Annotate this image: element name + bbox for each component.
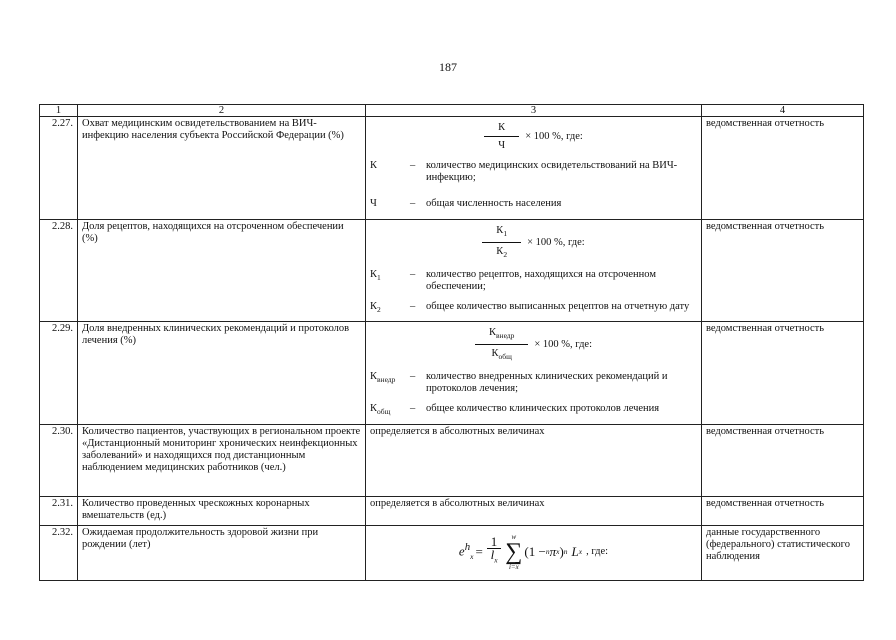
row-number: 2.29.: [40, 322, 78, 424]
indicator-name: Ожидаемая продолжительность здоровой жизни при рождении (лет): [78, 525, 366, 580]
definition: Ч – общая численность населения: [370, 198, 697, 210]
definition: $К_{общ}$ – общее количество клинических протоколов лечения: [370, 403, 697, 418]
calculation-method: определяется в абсолютных величинах: [366, 424, 702, 496]
definitions: [370, 371, 697, 418]
data-source: ведомственная отчетность: [702, 117, 864, 220]
formula: [370, 225, 697, 261]
data-source: данные государственного (федерального) статистического наблюдения: [702, 525, 864, 580]
definition-text: общее количество выписанных рецептов на отчетную дату: [426, 301, 690, 313]
life-expectancy-formula: $e^h_x$ = $\frac{1}{l_x}$ w ∑ i=x (1 − n π x ) n L x , где:: [458, 532, 609, 571]
indicator-name: Доля рецептов, находящихся на отсроченном обеспечении (%): [78, 220, 366, 322]
table-row: [40, 322, 864, 424]
symbol: $К_1$: [370, 269, 381, 283]
data-source: ведомственная отчетность: [702, 322, 864, 424]
row-number: 2.27.: [40, 117, 78, 220]
table-row: [40, 496, 864, 525]
formula-lhs: $e^h_x$: [458, 540, 474, 561]
table-row: [40, 525, 864, 580]
symbol: $К_2$: [370, 301, 381, 315]
fraction: [482, 225, 521, 261]
symbol: Ч: [370, 198, 377, 209]
indicator-name: Охват медицинским освидетельствованием на ВИЧ-инфекцию населения субъекта Российской Федерации (%): [78, 117, 366, 220]
calculation-method: [366, 220, 702, 322]
numerator: К: [484, 122, 519, 137]
formula-tail: × 100 %, где:: [527, 237, 585, 249]
column-header: 2: [78, 105, 366, 117]
formula-tail: × 100 %, где:: [534, 339, 592, 351]
definition: $К_{внедр}$ – количество внедренных клинических рекомендаций и протоколов лечения;: [370, 371, 697, 395]
definition-text: количество внедренных клинических рекомендаций и протоколов лечения;: [426, 371, 668, 395]
calculation-method: [366, 322, 702, 424]
indicator-name: Количество проведенных чрескожных коронарных вмешательств (ед.): [78, 496, 366, 525]
definition: $К_1$ – количество рецептов, находящихся на отсроченном обеспечении;: [370, 269, 697, 293]
denominator: $К_{общ}$: [491, 348, 512, 362]
row-number: 2.31.: [40, 496, 78, 525]
definition: К – количество медицинских освидетельствований на ВИЧ-инфекцию;: [370, 160, 697, 184]
indicator-name: Доля внедренных клинических рекомендаций и протоколов лечения (%): [78, 322, 366, 424]
calculation-method: определяется в абсолютных величинах: [366, 496, 702, 525]
data-source: ведомственная отчетность: [702, 496, 864, 525]
formula-tail: × 100 %, где:: [525, 131, 583, 142]
page-number: 187: [439, 60, 457, 74]
indicators-table: [39, 104, 864, 581]
column-header: 1: [40, 105, 78, 117]
sum-symbol: w ∑ i=x: [505, 532, 523, 571]
formula: [370, 122, 697, 152]
calculation-method: [366, 117, 702, 220]
definition-text: количество медицинских освидетельствований на ВИЧ-инфекцию;: [426, 160, 678, 183]
symbol: $К_{общ}$: [370, 403, 391, 417]
calculation-method: [366, 525, 702, 580]
row-number: 2.32.: [40, 525, 78, 580]
column-header: 4: [702, 105, 864, 117]
definition-text: количество рецептов, находящихся на отсроченном обеспечении;: [426, 269, 656, 293]
indicator-name: Количество пациентов, участвующих в региональном проекте «Дистанционный мониторинг хронических неинфекционных заболеваний» и находящихся под дистанционным наблюдением медицинских работников (чел.): [78, 424, 366, 496]
definitions: [370, 160, 697, 210]
definition-text: общая численность населения: [426, 198, 562, 209]
definitions: [370, 269, 697, 316]
formula: [370, 327, 697, 363]
fraction: [484, 122, 519, 152]
data-source: ведомственная отчетность: [702, 220, 864, 322]
definition: $К_2$ – общее количество выписанных рецептов на отчетную дату: [370, 301, 697, 316]
row-number: 2.28.: [40, 220, 78, 322]
table-row: [40, 220, 864, 322]
table-header-row: [40, 105, 864, 117]
numerator: $К_1$: [482, 225, 521, 243]
fraction: [475, 327, 528, 363]
row-number: 2.30.: [40, 424, 78, 496]
denominator: Ч: [498, 140, 506, 151]
data-source: ведомственная отчетность: [702, 424, 864, 496]
fraction: $\frac{1}{l_x}$: [487, 536, 502, 567]
column-header: 3: [366, 105, 702, 117]
table-row: [40, 424, 864, 496]
symbol: $К_{внедр}$: [370, 371, 396, 385]
numerator: $К_{внедр}$: [475, 327, 528, 345]
table-row: [40, 117, 864, 220]
denominator: $К_2$: [496, 246, 508, 260]
symbol: К: [370, 160, 378, 171]
definition-text: общее количество клинических протоколов лечения: [426, 403, 660, 415]
